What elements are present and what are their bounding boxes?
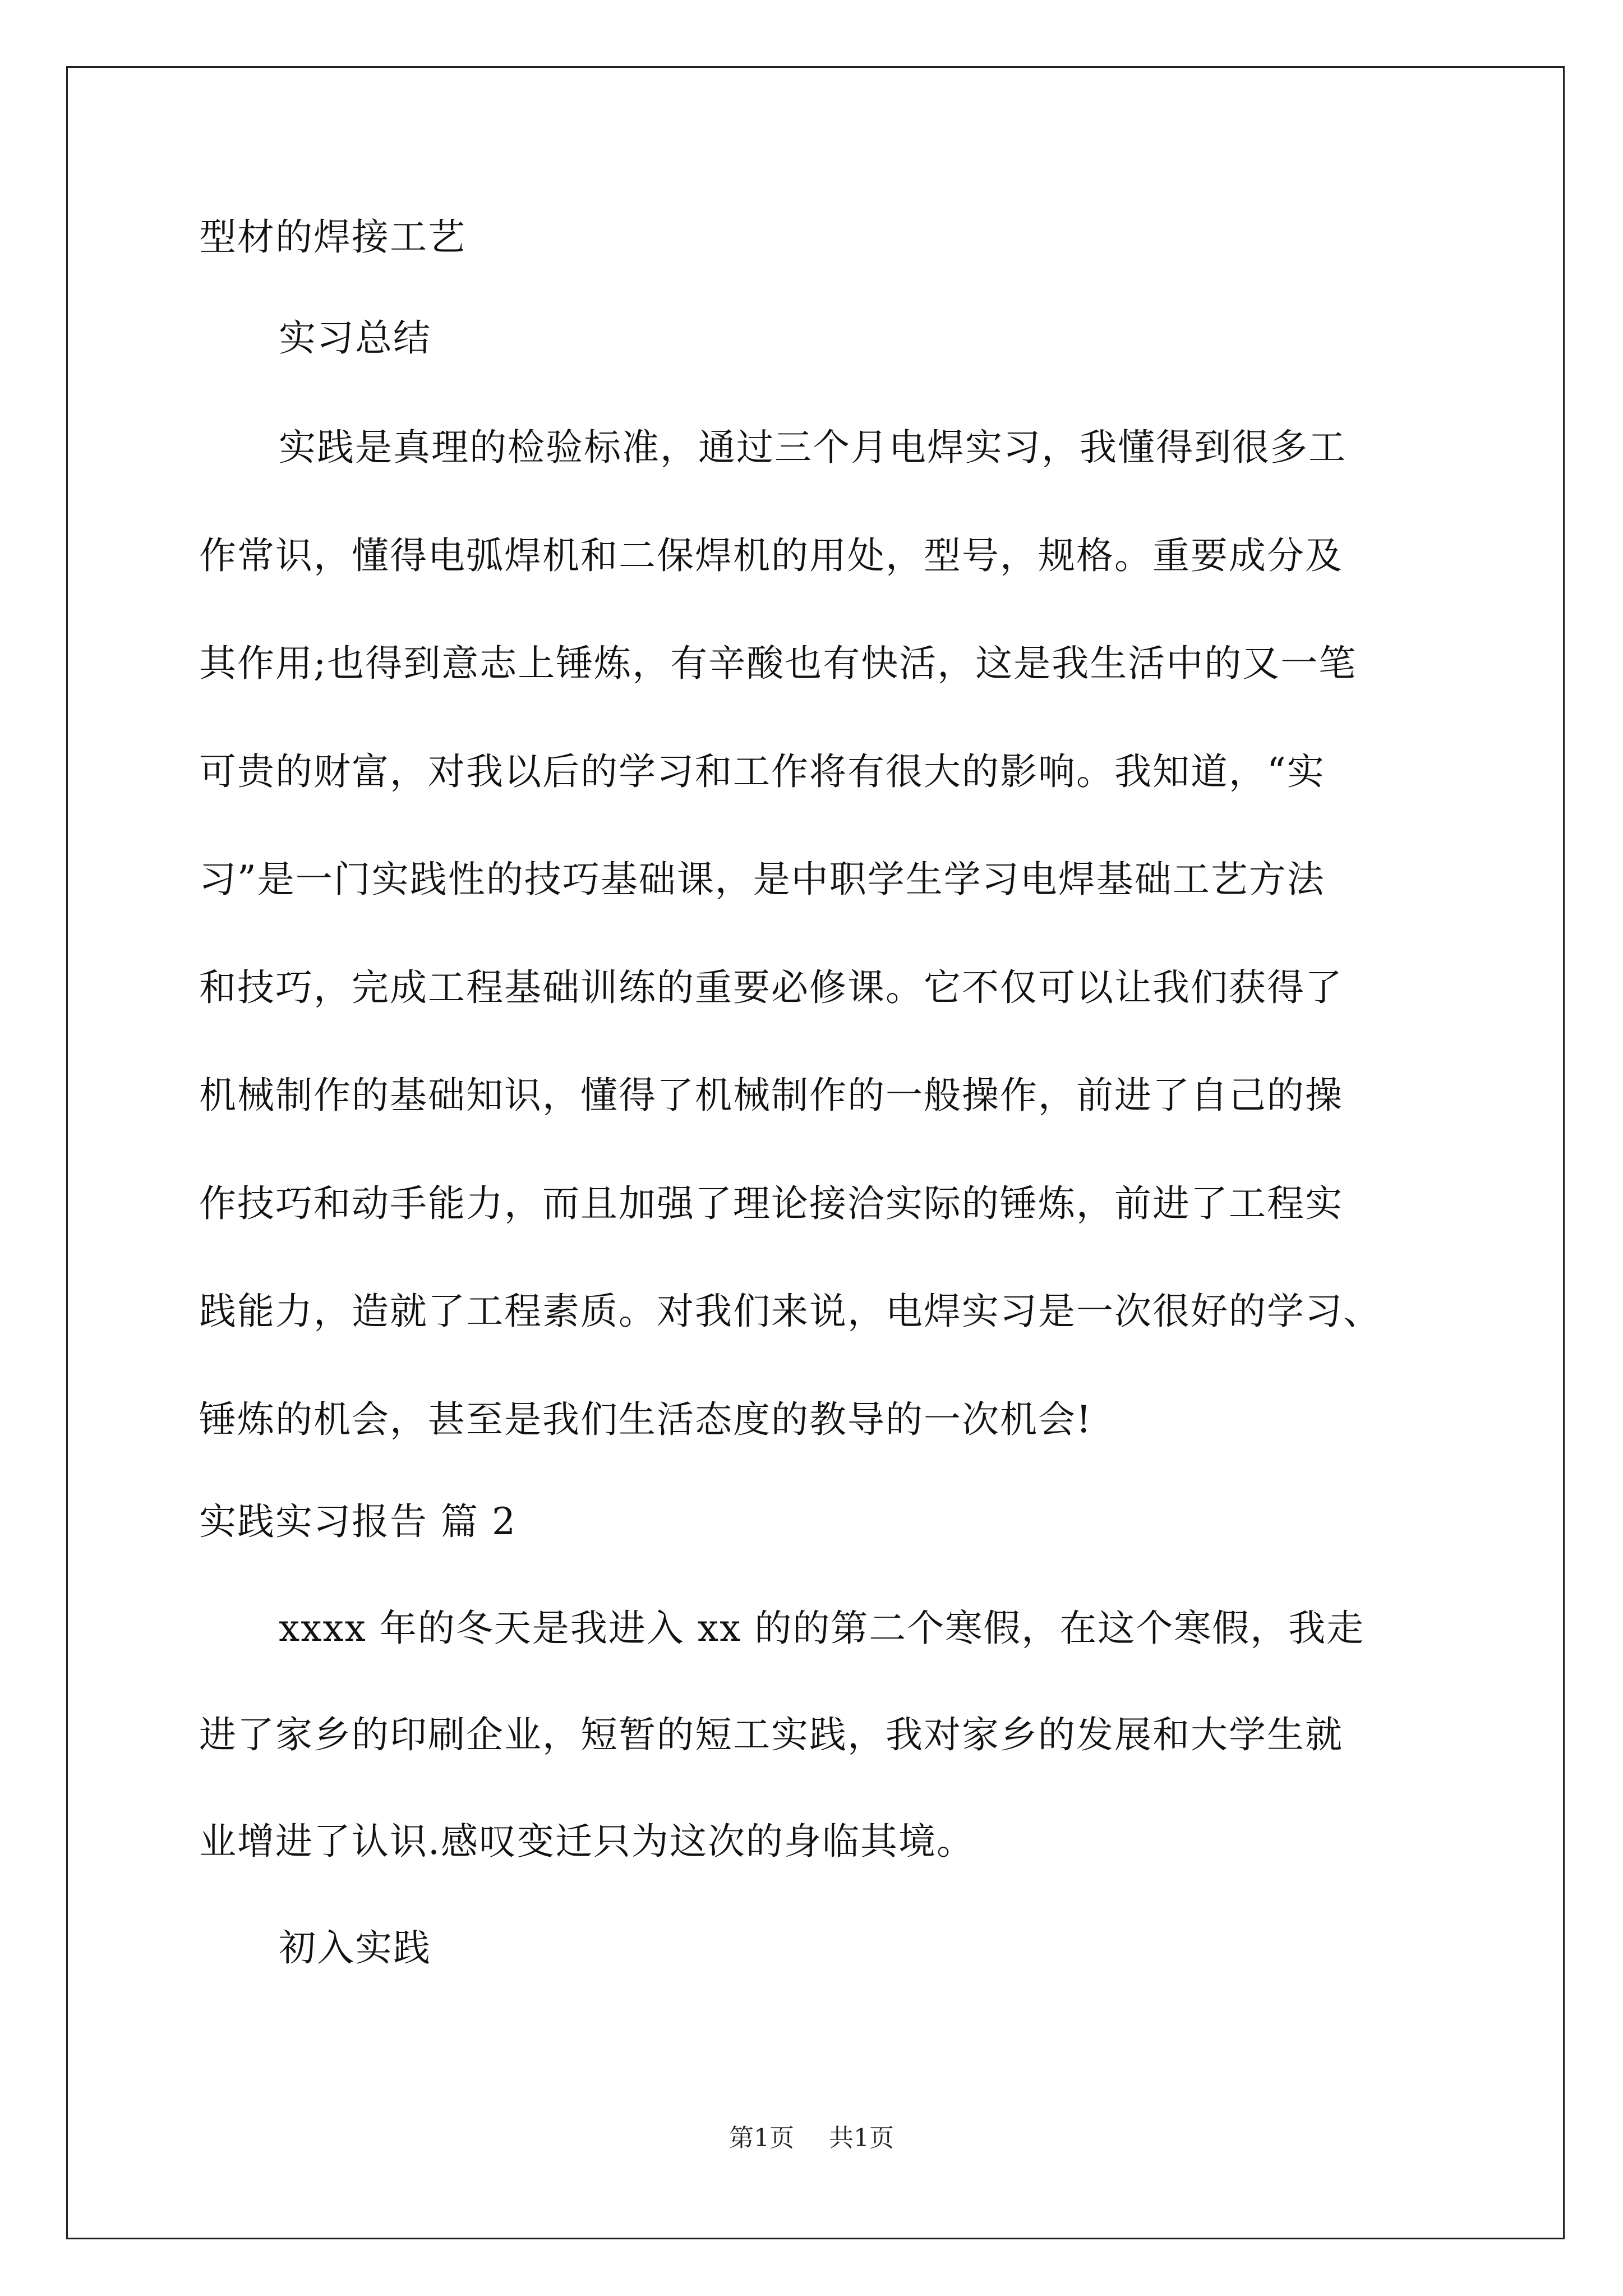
paragraph-line: 业增进了认识.感叹变迁只为这次的身临其境。 [199,1820,975,1863]
paragraph-line: 锤炼的机会，甚至是我们生活态度的教导的一次机会! [199,1398,1092,1441]
paragraph-line: 实践是真理的检验标准，通过三个月电焊实习，我懂得到很多工 [279,426,1347,469]
paragraph-line: xxxx 年的冬天是我进入 xx 的的第二个寒假，在这个寒假，我走 [279,1607,1365,1650]
document-title: 型材的焊接工艺 [199,215,466,259]
section-title: 实践实习报告 篇 2 [199,1500,517,1543]
page-footer [0,2126,1623,2151]
section-heading: 初入实践 [279,1926,431,1970]
page-number: 第1页 [729,2124,794,2152]
paragraph-line: 作常识，懂得电弧焊机和二保焊机的用处，型号，规格。重要成分及 [199,534,1343,577]
paragraph-line: 进了家乡的印刷企业，短暂的短工实践，我对家乡的发展和大学生就 [199,1713,1343,1756]
page-total: 共1页 [829,2124,894,2152]
section-heading: 实习总结 [279,316,431,360]
paragraph-line: 和技巧，完成工程基础训练的重要必修课。它不仅可以让我们获得了 [199,966,1343,1009]
paragraph-line: 其作用;也得到意志上锤炼，有辛酸也有快活，这是我生活中的又一笔 [199,642,1357,685]
page-border [66,66,1565,2239]
paragraph-line: 践能力，造就了工程素质。对我们来说，电焊实习是一次很好的学习、 [199,1290,1381,1333]
paragraph-line: 习”是一门实践性的技巧基础课，是中职学生学习电焊基础工艺方法 [199,858,1325,901]
paragraph-line: 作技巧和动手能力，而且加强了理论接洽实际的锤炼，前进了工程实 [199,1182,1343,1225]
paragraph-line: 机械制作的基础知识，懂得了机械制作的一般操作，前进了自己的操 [199,1074,1343,1117]
paragraph-line: 可贵的财富，对我以后的学习和工作将有很大的影响。我知道，“实 [199,750,1325,793]
